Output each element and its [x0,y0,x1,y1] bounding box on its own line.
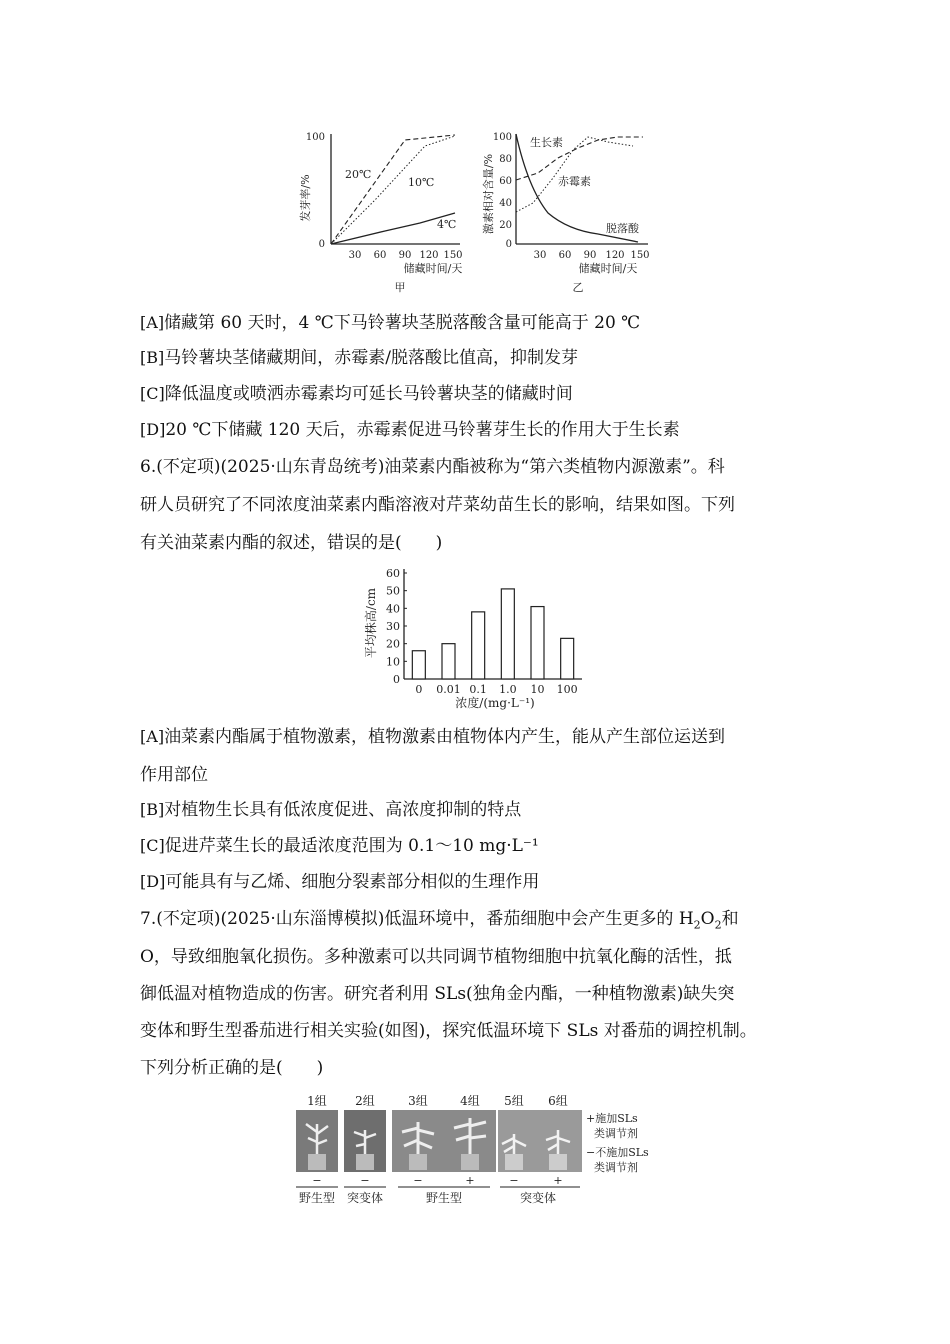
q6-stem-line2: 研人员研究了不同浓度油菜素内酯溶液对芹菜幼苗生长的影响，结果如图。下列 [140,495,735,515]
bar [531,607,544,679]
y-tick-label: 0 [393,673,400,686]
group-2-sign: − [360,1174,370,1187]
yi-ytick-0: 0 [505,239,512,250]
q7-stem-line3: 御低温对植物造成的伤害。研究者利用 SLs(独角金内酯，一种植物激素)缺失突 [140,984,735,1004]
jia-caption: 甲 [394,281,406,294]
yi-label-gibberellin: 赤霉素 [558,175,591,188]
q6-stem-line3: 有关油菜素内酯的叙述，错误的是( ) [140,533,443,553]
yi-ytick-20: 20 [499,220,512,231]
bar [442,644,455,679]
yi-xtick-150: 150 [630,250,650,261]
yi-label-aba: 脱落酸 [606,222,639,235]
q5-option-c: [C]降低温度或喷洒赤霉素均可延长马铃薯块茎的储藏时间 [140,384,573,404]
y-tick-label: 40 [386,602,400,616]
jia-xlabel: 储藏时间/天 [403,262,463,275]
jia-label-4c: 4℃ [437,218,457,231]
yi-xtick-60: 60 [558,250,572,261]
group-1-label: 1组 [307,1094,327,1108]
x-tick-label: 1.0 [499,683,517,696]
x-tick-label: 0.1 [469,683,487,696]
jia-ytick-100: 100 [305,132,325,143]
x-tick-label: 0.01 [436,683,461,696]
legend-minus: −不施加SLs [586,1146,649,1159]
group-1-sign: − [312,1174,322,1187]
group-3-sign: − [413,1174,423,1187]
x-tick-label: 100 [556,683,578,696]
group-4-sign: + [465,1174,475,1187]
bottom-label-wild-2: 野生型 [425,1191,463,1205]
yi-xtick-30: 30 [533,250,547,261]
x-tick-label: 10 [530,683,545,696]
group-5-sign: − [509,1174,519,1187]
q7-stem-line4: 变体和野生型番茄进行相关实验(如图)，探究低温环境下 SLs 对番茄的调控机制。 [140,1021,757,1041]
jia-ytick-0: 0 [318,239,325,250]
y-tick-label: 50 [386,584,400,598]
q7-stem-line2: O，导致细胞氧化损伤。多种激素可以共同调节植物细胞中抗氧化酶的活性，抵 [140,947,732,967]
yi-caption: 乙 [572,281,584,294]
legend-plus: +施加SLs [586,1112,638,1125]
bar [472,612,485,679]
y-tick-label: 30 [386,620,400,633]
legend-minus-2: 类调节剂 [594,1161,638,1174]
chart-xlabel: 浓度/(mg·L⁻¹) [455,696,535,710]
jia-xtick-60: 60 [373,250,387,261]
yi-label-auxin: 生长素 [530,136,563,149]
q7-stem-line5: 下列分析正确的是( ) [140,1058,324,1078]
legend-plus-2: 类调节剂 [594,1127,638,1140]
jia-xtick-150: 150 [443,250,463,261]
figure-yi [478,128,668,298]
y-tick-label: 10 [386,655,400,669]
photo-groups-3-4 [392,1110,496,1172]
jia-xtick-120: 120 [419,250,439,261]
yi-xlabel: 储藏时间/天 [578,262,638,275]
bar [412,651,425,679]
q5-option-d: [D]20 ℃下储藏 120 天后，赤霉素促进马铃薯芽生长的作用大于生长素 [140,420,680,440]
bottom-label-wild-1: 野生型 [298,1191,336,1205]
chart-ylabel: 平均株高/cm [364,587,378,659]
q6-option-b: [B]对植物生长具有低浓度促进、高浓度抑制的特点 [140,800,522,820]
yi-ytick-80: 80 [499,154,512,165]
bottom-label-mutant-2: 突变体 [519,1191,557,1205]
group-4-label: 4组 [460,1094,480,1108]
group-5-label: 5组 [504,1094,524,1108]
jia-xtick-30: 30 [348,250,362,261]
yi-ylabel: 激素相对含量/% [482,153,495,235]
group-2-label: 2组 [355,1094,375,1108]
tomato-photo-figure [290,1088,680,1208]
yi-ytick-40: 40 [499,198,512,209]
yi-ytick-100: 100 [492,132,512,143]
figure-jia [295,128,465,298]
q5-option-a: [A]储藏第 60 天时，4 ℃下马铃薯块茎脱落酸含量可能高于 20 ℃ [140,313,641,333]
q5-option-b: [B]马铃薯块茎储藏期间，赤霉素/脱落酸比值高，抑制发芽 [140,348,578,368]
jia-ylabel: 发芽率/% [299,174,312,222]
q6-option-a: [A]油菜素内酯属于植物激素，植物激素由植物体内产生，能从产生部位运送到 [140,727,726,747]
jia-label-20c: 20℃ [345,168,372,181]
bar-chart [360,563,590,713]
jia-label-10c: 10℃ [408,176,435,189]
x-tick-label: 0 [415,683,423,696]
q6-option-a-cont: 作用部位 [140,765,208,785]
q6-stem-line1: 6.(不定项)(2025·山东青岛统考)油菜素内酯被称为“第六类植物内源激素”。科 [140,457,725,477]
q6-option-c: [C]促进芹菜生长的最适浓度范围为 0.1～10 mg·L⁻¹ [140,836,539,856]
bar [501,589,514,679]
q7-stem-line1: 7.(不定项)(2025·山东淄博模拟)低温环境中，番茄细胞中会产生更多的 $H_2O_2$和 [140,909,739,932]
y-tick-label: 20 [386,637,400,651]
group-6-sign: + [553,1174,563,1187]
yi-xtick-120: 120 [605,250,625,261]
bottom-label-mutant-1: 突变体 [346,1191,384,1205]
bar [561,638,574,679]
yi-ytick-60: 60 [499,176,512,187]
yi-xtick-90: 90 [583,250,597,261]
jia-xtick-90: 90 [398,250,412,261]
y-tick-label: 60 [386,567,400,580]
q6-option-d: [D]可能具有与乙烯、细胞分裂素部分相似的生理作用 [140,872,540,892]
group-3-label: 3组 [408,1094,428,1108]
group-6-label: 6组 [548,1094,568,1108]
